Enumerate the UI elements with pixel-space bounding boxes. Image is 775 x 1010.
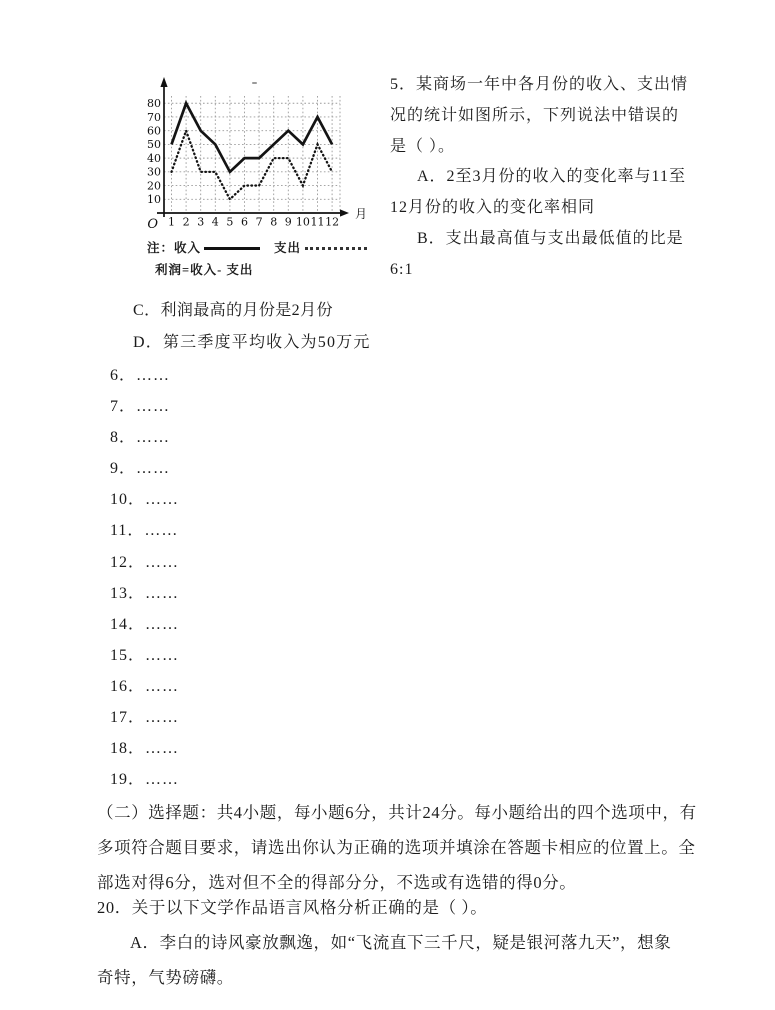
section-two-line: 多项符合题目要求，请选出你认为正确的选项并填涂在答题卡相应的位置上。全 <box>97 838 696 857</box>
section-two-line: 部选对得6分，选对但不全的得部分分，不选或有选错的得0分。 <box>97 873 577 892</box>
question20 <box>97 890 711 995</box>
placeholder-question: 9．…… <box>110 460 171 478</box>
question5-option-b-cont: 6:1 <box>390 260 414 278</box>
svg-text:11: 11 <box>310 215 325 229</box>
placeholder-question: 15．…… <box>110 646 180 664</box>
svg-text:2: 2 <box>182 215 190 229</box>
chart-legend <box>147 238 367 256</box>
svg-text:6: 6 <box>241 215 248 229</box>
placeholder-question: 19．…… <box>110 771 180 789</box>
svg-text:8: 8 <box>270 215 278 229</box>
section-two-instructions <box>97 795 709 900</box>
svg-text:20: 20 <box>147 179 161 193</box>
income-expense-line-chart <box>140 74 380 244</box>
placeholder-question: 7．…… <box>110 398 171 416</box>
question5-line: 5．某商场一年中各月份的收入、支出情 <box>390 76 689 93</box>
question5-option-a-cont: 12月份的收入的变化率相同 <box>390 199 596 217</box>
legend-dotted-line-swatch <box>305 247 367 250</box>
placeholder-question: 13．…… <box>110 584 180 602</box>
svg-text:30: 30 <box>147 165 161 179</box>
svg-text:月: 月 <box>355 207 368 221</box>
placeholder-question: 8．…… <box>110 429 171 447</box>
svg-text:5: 5 <box>226 215 234 229</box>
question5-option-d: D．第三季度平均收入为50万元 <box>133 334 371 351</box>
question5-option-c: C．利润最高的月份是2月份 <box>133 302 333 319</box>
question5-line: 况的统计如图所示，下列说法中错误的 <box>390 106 680 124</box>
legend-expense-label: 支出 <box>274 241 302 255</box>
question20-option-a-cont: 奇特，气势磅礴。 <box>97 968 234 987</box>
placeholder-question: 10．…… <box>110 491 180 509</box>
svg-text:O: O <box>147 217 158 232</box>
question5-text <box>390 70 708 286</box>
svg-text:50: 50 <box>147 138 161 152</box>
placeholder-question: 18．…… <box>110 740 180 758</box>
svg-text:80: 80 <box>147 97 161 111</box>
svg-text:12: 12 <box>325 215 340 229</box>
svg-text:4: 4 <box>211 215 219 229</box>
svg-text:1: 1 <box>168 215 175 229</box>
question5-line: 是（ ）。 <box>390 137 456 155</box>
legend-note-prefix: 注： <box>147 241 175 255</box>
profit-formula: 利润=收入- 支出 <box>155 263 254 277</box>
placeholder-question: 11．…… <box>110 522 179 540</box>
placeholder-question: 12．…… <box>110 553 180 571</box>
question5-option-a: A．2至3月份的收入的变化率与11至 <box>417 168 686 186</box>
svg-text:70: 70 <box>147 110 161 124</box>
svg-text:40: 40 <box>147 151 161 165</box>
svg-text:9: 9 <box>284 215 292 229</box>
legend-solid-line-swatch <box>204 247 260 250</box>
placeholder-question: 6．…… <box>110 367 171 384</box>
section-two-line: （二）选择题：共4小题，每小题6分，共计24分。每小题给出的四个选项中，有 <box>97 803 697 822</box>
question20-option-a: A．李白的诗风豪放飘逸，如“飞流直下三千尺，疑是银河落九天”，想象 <box>130 933 672 952</box>
placeholder-question: 14．…… <box>110 615 180 633</box>
svg-text:60: 60 <box>147 124 161 138</box>
placeholder-question-list <box>110 360 179 795</box>
placeholder-question: 16．…… <box>110 677 180 695</box>
svg-text:10: 10 <box>147 193 161 207</box>
question20-stem: 20．关于以下文学作品语言风格分析正确的是（ ）。 <box>97 898 488 917</box>
legend-income-label: 收入 <box>174 241 202 255</box>
svg-text:7: 7 <box>255 215 263 229</box>
svg-text:3: 3 <box>197 215 205 229</box>
svg-text:10: 10 <box>295 215 310 229</box>
placeholder-question: 17．…… <box>110 709 180 727</box>
question5-option-b: B．支出最高值与支出最低值的比是 <box>417 229 684 247</box>
